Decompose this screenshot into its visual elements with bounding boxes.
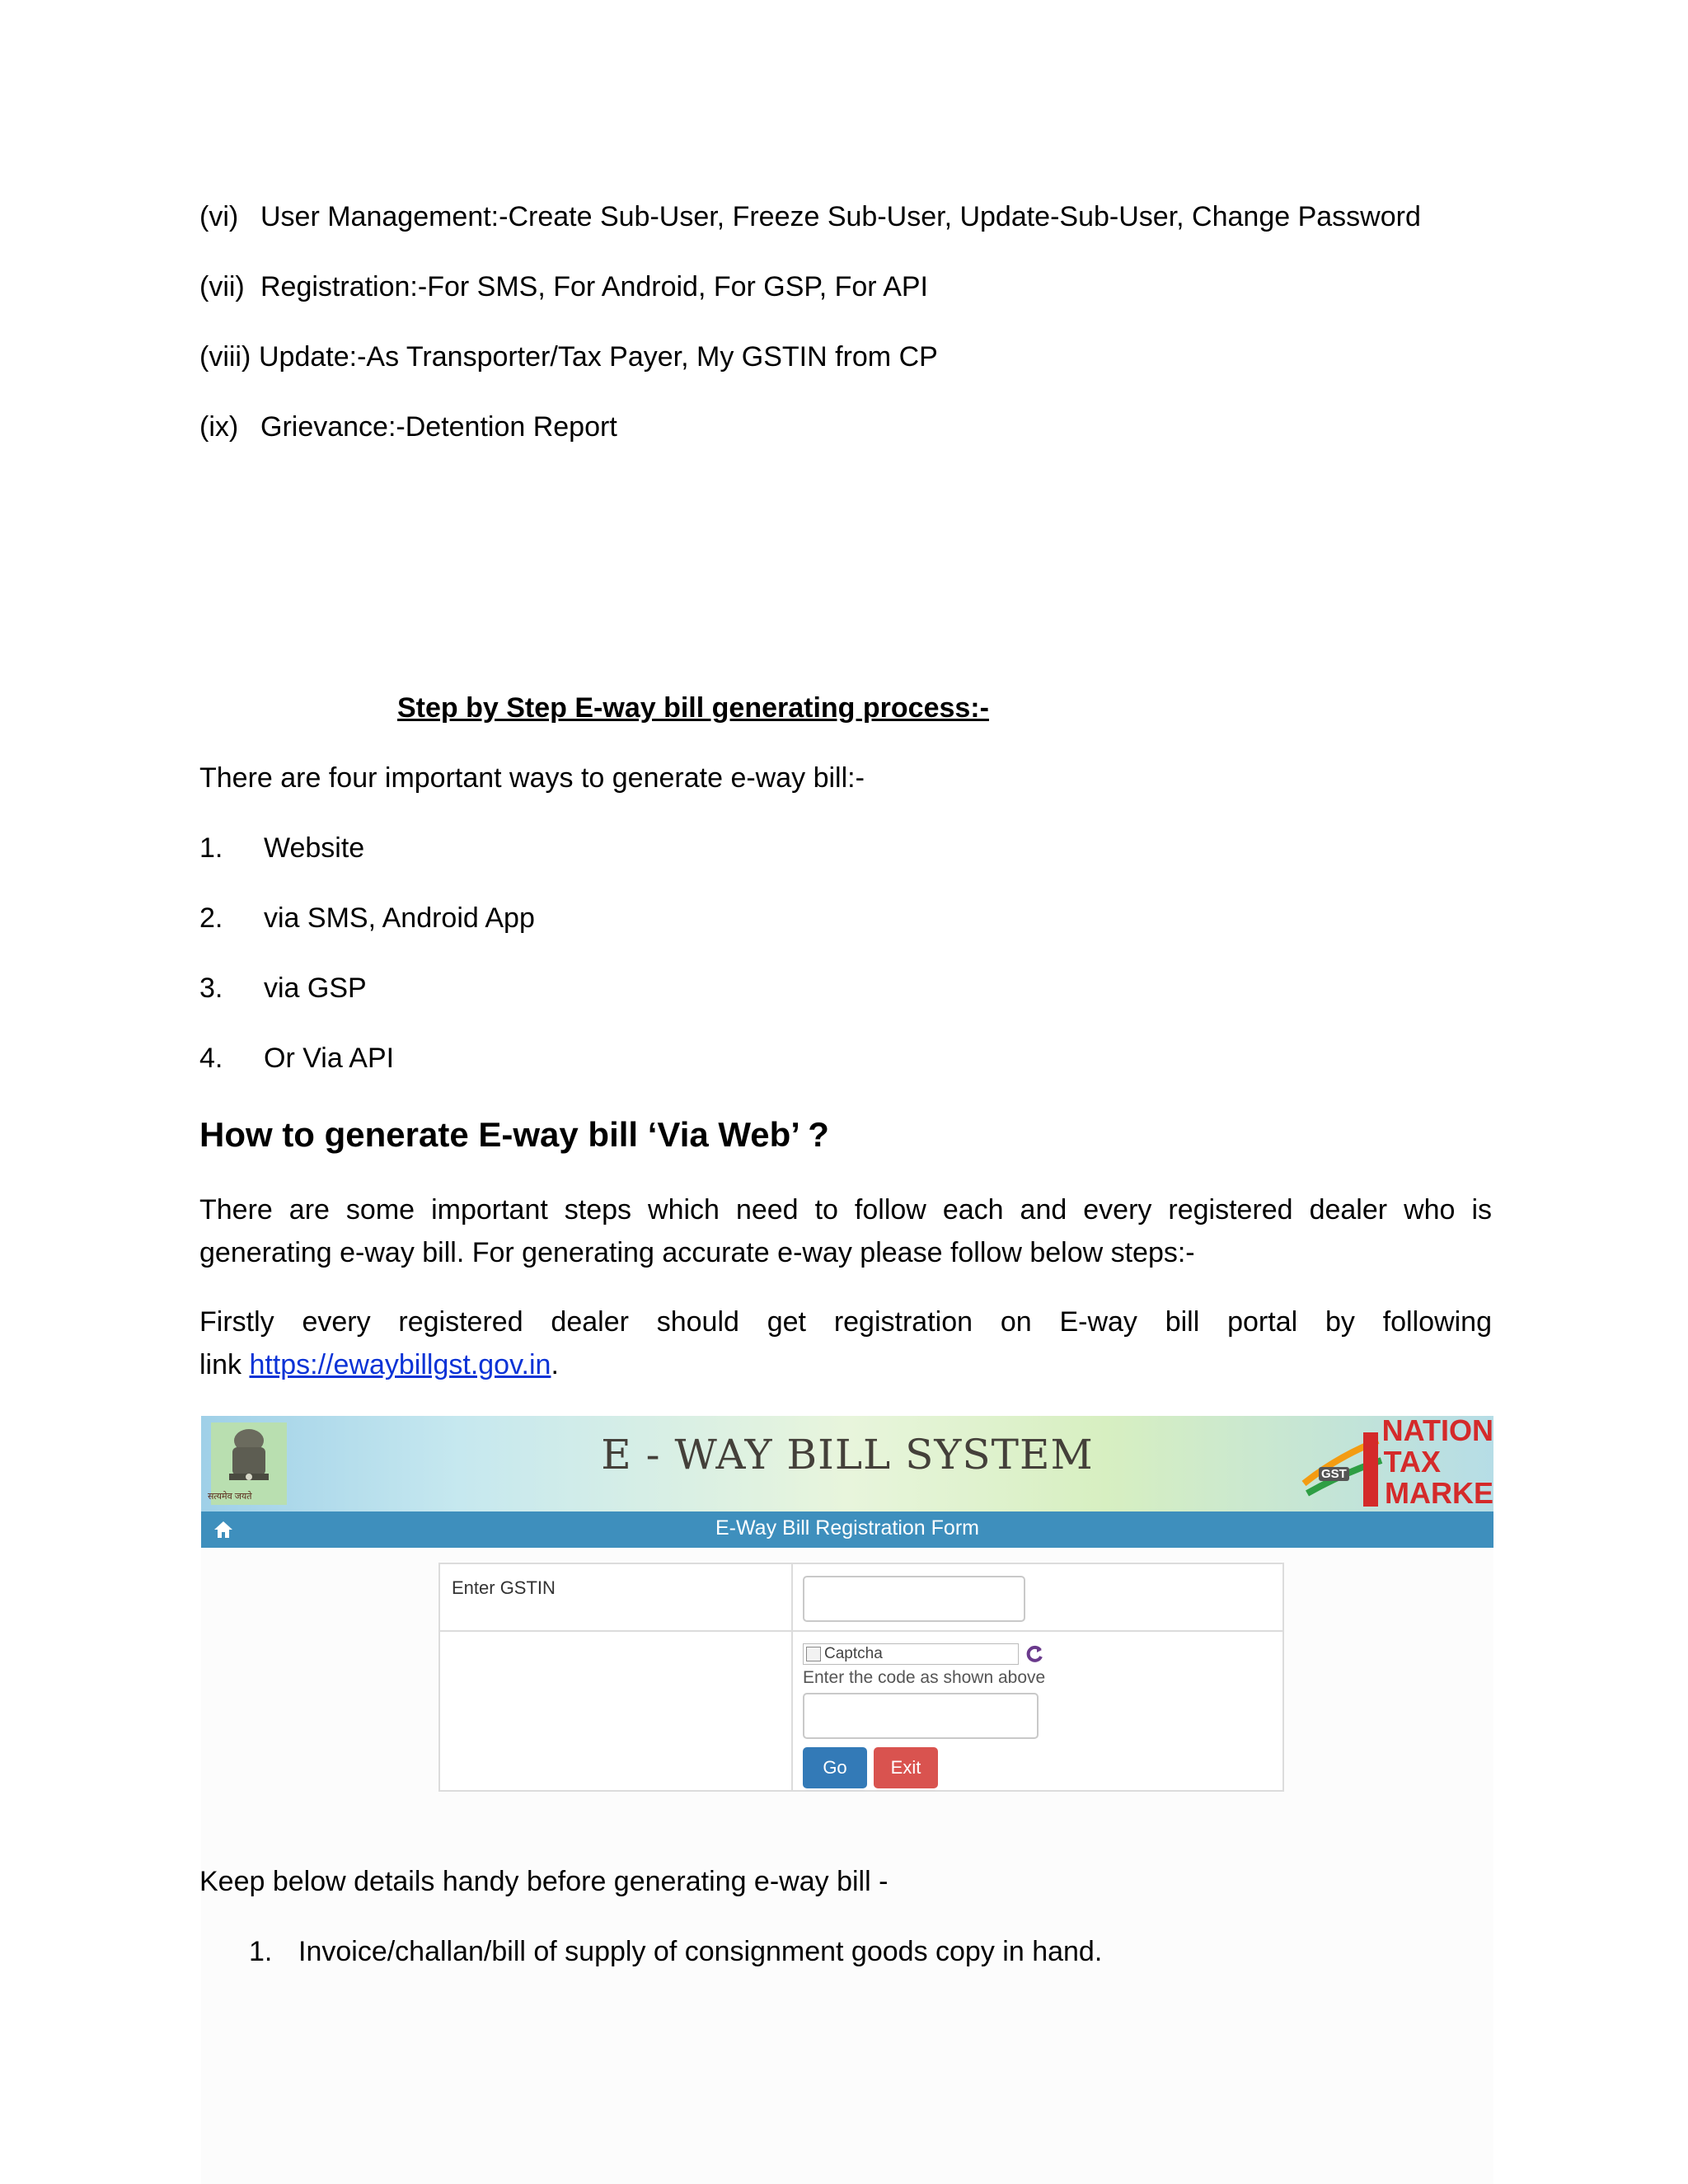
checklist-num: 1. xyxy=(249,1936,273,1967)
registration-form xyxy=(438,1563,1284,1792)
paragraph-registration xyxy=(199,1301,1492,1386)
keep-handy-text: Keep below details handy before generating e-way bill - xyxy=(199,1866,889,1897)
checklist-text: Invoice/challan/bill of supply of consignment goods copy in hand. xyxy=(298,1936,1103,1967)
refresh-captcha-icon[interactable] xyxy=(1024,1643,1045,1665)
gst-badge: GST xyxy=(1319,1467,1349,1481)
way-num: 2. xyxy=(199,902,223,934)
eway-portal-screenshot xyxy=(201,1416,1493,2184)
paragraph-line: Firstly every registered dealer should get registration on E-way bill portal by following xyxy=(199,1306,1492,1338)
checklist-item xyxy=(249,1931,1102,1973)
brand-word: NATION xyxy=(1381,1416,1493,1447)
way-item xyxy=(199,898,535,940)
way-num: 4. xyxy=(199,1043,223,1074)
way-item xyxy=(199,1038,394,1080)
gstin-label: Enter GSTIN xyxy=(452,1577,556,1598)
via-web-heading: How to generate E-way bill ‘Via Web’ ? xyxy=(199,1115,829,1154)
portal-title: E - WAY BILL SYSTEM xyxy=(601,1431,1094,1479)
exit-button[interactable]: Exit xyxy=(874,1747,938,1788)
feature-num: (viii) xyxy=(199,341,251,373)
feature-text: Registration:-For SMS, For Android, For GSP, For API xyxy=(260,271,928,302)
paragraph-line xyxy=(199,1343,1492,1386)
portal-banner xyxy=(201,1416,1493,1511)
feature-item xyxy=(199,196,1421,238)
way-text: Or Via API xyxy=(264,1043,395,1074)
way-num: 3. xyxy=(199,972,223,1004)
way-text: Website xyxy=(264,832,365,864)
brand-logo xyxy=(1296,1416,1493,1511)
feature-item xyxy=(199,336,938,378)
feature-item xyxy=(199,406,617,448)
captcha-image xyxy=(803,1643,1019,1665)
gstin-input[interactable] xyxy=(803,1576,1025,1622)
intro-text: There are four important ways to generate e-way bill:- xyxy=(199,762,865,794)
way-text: via GSP xyxy=(264,972,367,1004)
broken-image-icon xyxy=(806,1647,821,1661)
link-suffix: . xyxy=(551,1349,559,1380)
feature-text: Grievance:-Detention Report xyxy=(260,411,617,443)
table-divider xyxy=(440,1630,1282,1632)
feature-num: (vi) xyxy=(199,201,239,232)
captcha-alt-text: Captcha xyxy=(824,1645,883,1662)
portal-navbar xyxy=(201,1511,1493,1548)
feature-text: Update:-As Transporter/Tax Payer, My GSTIN from CP xyxy=(259,341,938,373)
feature-text: User Management:-Create Sub-User, Freeze Sub-User, Update-Sub-User, Change Password xyxy=(260,201,1421,232)
link-prefix: link xyxy=(199,1349,250,1380)
brand-word: MARKE xyxy=(1385,1476,1493,1510)
way-item xyxy=(199,827,364,869)
section-heading: Step by Step E-way bill generating process:- xyxy=(397,692,989,724)
way-text: via SMS, Android App xyxy=(264,902,535,934)
go-button[interactable]: Go xyxy=(803,1747,867,1788)
portal-link[interactable]: https://ewaybillgst.gov.in xyxy=(249,1349,551,1380)
table-divider xyxy=(791,1564,793,1790)
paragraph-steps xyxy=(199,1188,1492,1274)
captcha-hint: Enter the code as shown above xyxy=(803,1668,1046,1687)
feature-num: (ix) xyxy=(199,411,239,443)
form-title: E-Way Bill Registration Form xyxy=(715,1516,979,1540)
way-num: 1. xyxy=(199,832,223,864)
brand-word: TAX xyxy=(1383,1445,1441,1479)
way-item xyxy=(199,968,367,1010)
captcha-input[interactable] xyxy=(803,1693,1039,1739)
feature-item xyxy=(199,266,928,308)
paragraph-line: generating e-way bill. For generating accurate e-way please follow below steps:- xyxy=(199,1237,1195,1268)
paragraph-line: There are some important steps which need to follow each and every registered dealer who is xyxy=(199,1194,1492,1226)
feature-num: (vii) xyxy=(199,271,245,302)
emblem-caption: सत्यमेव जयते xyxy=(208,1492,252,1502)
